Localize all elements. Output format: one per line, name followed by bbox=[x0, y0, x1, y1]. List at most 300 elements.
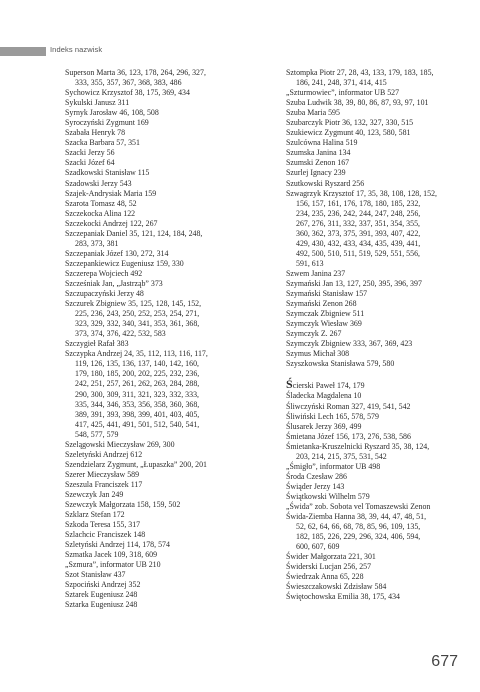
index-entry-text: 389, 391, 393, 398, 399, 401, 403, 405, bbox=[75, 409, 200, 419]
index-entry bbox=[65, 490, 275, 500]
index-entry-continuation bbox=[286, 532, 466, 542]
index-entry-continuation bbox=[65, 78, 275, 88]
index-entry-line bbox=[286, 299, 466, 309]
index-entry bbox=[286, 279, 466, 289]
index-entry-text: cierski Paweł 174, 179 bbox=[292, 381, 365, 391]
index-entry-line bbox=[286, 289, 466, 299]
index-entry bbox=[286, 309, 466, 319]
index-entry-text: 492, 500, 510, 511, 519, 529, 551, 556, bbox=[296, 248, 420, 258]
index-entry-text: 373, 374, 376, 422, 532, 583 bbox=[75, 329, 166, 339]
index-entry-text: 203, 214, 215, 375, 531, 542 bbox=[296, 451, 387, 461]
index-entry bbox=[65, 450, 275, 460]
index-entry bbox=[286, 592, 466, 602]
index-entry-line bbox=[286, 168, 466, 178]
index-entry-text: Szukiewicz Zygmunt 40, 123, 580, 581 bbox=[286, 128, 411, 138]
index-entry-line bbox=[65, 189, 275, 199]
index-entry-line bbox=[65, 279, 275, 289]
index-entry-line bbox=[65, 68, 275, 78]
index-entry-line bbox=[65, 450, 275, 460]
index-entry bbox=[65, 590, 275, 600]
index-entry-text: Sztarka Eugeniusz 248 bbox=[65, 600, 138, 610]
index-entry-continuation bbox=[65, 329, 275, 339]
index-entry-text: Szczupaczyński Jerzy 48 bbox=[65, 289, 144, 299]
index-entry-line bbox=[65, 550, 275, 560]
index-entry-line bbox=[65, 480, 275, 490]
index-entry-text: Szymczak Zbigniew 511 bbox=[286, 309, 365, 319]
index-entry-line bbox=[65, 259, 275, 269]
index-entry-continuation bbox=[65, 420, 275, 430]
index-entry bbox=[286, 319, 466, 329]
index-entry-line bbox=[286, 128, 466, 138]
index-entry-line bbox=[286, 572, 466, 582]
index-entry-text: Świder Małgorzata 221, 301 bbox=[286, 552, 376, 562]
index-entry-line bbox=[65, 229, 275, 239]
index-entry-text: Szklarz Stefan 172 bbox=[65, 510, 125, 520]
index-entry-text: Szumska Janina 134 bbox=[286, 148, 351, 158]
index-entry-text: Szabała Henryk 78 bbox=[65, 128, 126, 138]
index-entry-continuation bbox=[65, 309, 275, 319]
index-entry bbox=[286, 492, 466, 502]
index-entry-text: 186, 241, 248, 371, 414, 415 bbox=[296, 78, 387, 88]
index-entry bbox=[286, 552, 466, 562]
index-entry-text: Szmatka Jacek 109, 318, 609 bbox=[65, 550, 158, 560]
index-entry-line bbox=[65, 470, 275, 480]
index-entry-text: Szadkowski Stanisław 115 bbox=[65, 168, 150, 178]
index-entry-continuation bbox=[286, 239, 466, 249]
index-entry-line bbox=[65, 490, 275, 500]
index-entry-line bbox=[286, 592, 466, 602]
index-entry bbox=[286, 359, 466, 369]
index-entry-line bbox=[65, 460, 275, 470]
index-entry-text: Szkoda Teresa 155, 317 bbox=[65, 520, 141, 530]
index-entry-line bbox=[65, 299, 275, 309]
index-entry bbox=[286, 402, 466, 412]
index-entry-text: Szymczyk Wiesław 369 bbox=[286, 319, 362, 329]
index-entry-text: Szwagrzyk Krzysztof 17, 35, 38, 108, 128, 152, bbox=[286, 188, 437, 198]
index-entry-text: 182, 185, 226, 229, 296, 324, 406, 594, bbox=[296, 532, 421, 542]
index-entry-line bbox=[286, 462, 466, 472]
index-entry-line bbox=[286, 422, 466, 432]
index-entry-text: Szurlej Ignacy 239 bbox=[286, 168, 346, 178]
index-entry-line bbox=[65, 510, 275, 520]
index-entry bbox=[286, 349, 466, 359]
index-entry bbox=[65, 179, 275, 189]
running-header: Indeks nazwisk bbox=[50, 45, 103, 54]
index-entry-line bbox=[65, 128, 275, 138]
index-entry-text: Świąder Jerzy 143 bbox=[286, 481, 345, 491]
index-entry bbox=[286, 472, 466, 482]
index-entry-line bbox=[286, 68, 466, 78]
index-entry bbox=[286, 128, 466, 138]
index-entry-text: Środa Czesław 286 bbox=[286, 471, 347, 481]
index-entry bbox=[286, 432, 466, 442]
index-entry-text: Szcześniak Jan, „Jastrząb” 373 bbox=[65, 278, 163, 288]
index-entry bbox=[65, 199, 275, 209]
index-entry-line bbox=[65, 440, 275, 450]
index-entry-text: Szajek-Andrysiak Maria 159 bbox=[65, 188, 157, 198]
index-entry-line bbox=[65, 88, 275, 98]
index-entry-text: Szutkowski Ryszard 256 bbox=[286, 178, 365, 188]
index-entry-continuation bbox=[65, 430, 275, 440]
index-entry bbox=[286, 422, 466, 432]
index-entry bbox=[286, 88, 466, 98]
index-entry bbox=[65, 339, 275, 349]
index-entry bbox=[286, 168, 466, 178]
index-entry-line bbox=[286, 379, 466, 391]
index-entry-text: Szczerepa Wojciech 492 bbox=[65, 268, 143, 278]
index-entry bbox=[65, 219, 275, 229]
index-entry-line bbox=[65, 570, 275, 580]
index-entry-text: „Szturmowiec”, informator UB 527 bbox=[286, 88, 400, 98]
index-entry bbox=[286, 582, 466, 592]
section-gap bbox=[286, 369, 466, 379]
index-entry bbox=[65, 530, 275, 540]
index-entry-text: Szlachcic Franciszek 148 bbox=[65, 530, 146, 540]
index-entry-text: Syroczyński Zygmunt 169 bbox=[65, 118, 149, 128]
index-entry-text: 290, 300, 309, 311, 321, 323, 332, 333, bbox=[75, 389, 199, 399]
index-entry-line bbox=[286, 319, 466, 329]
index-entry-text: Świeszczakowski Zdzisław 584 bbox=[286, 582, 387, 592]
index-entry-text: 225, 236, 243, 250, 252, 253, 254, 271, bbox=[75, 309, 200, 319]
index-entry-line bbox=[286, 482, 466, 492]
index-entry-text: Szerer Mieczysław 589 bbox=[65, 469, 140, 479]
index-entry-line bbox=[286, 98, 466, 108]
index-entry bbox=[65, 470, 275, 480]
index-entry-text: Ślusarek Jerzy 369, 499 bbox=[286, 421, 362, 431]
index-entry-continuation bbox=[65, 239, 275, 249]
index-entry-text: 156, 157, 161, 176, 178, 180, 185, 232, bbox=[296, 198, 421, 208]
index-entry bbox=[65, 460, 275, 470]
index-entry bbox=[286, 391, 466, 401]
index-entry-text: 179, 180, 185, 200, 202, 225, 232, 236, bbox=[75, 369, 200, 379]
index-entry-continuation bbox=[65, 369, 275, 379]
index-entry-text: Szulcówna Halina 519 bbox=[286, 138, 358, 148]
index-entry bbox=[286, 512, 466, 552]
index-entry-line bbox=[286, 502, 466, 512]
index-entry-text: 548, 577, 579 bbox=[75, 429, 119, 439]
index-entry-text: Szacki Józef 64 bbox=[65, 158, 115, 168]
index-entry-text: Sztompka Piotr 27, 28, 43, 133, 179, 183, 185, bbox=[286, 68, 434, 77]
index-entry-text: Sztarek Eugeniusz 248 bbox=[65, 590, 138, 600]
index-entry-text: 591, 613 bbox=[296, 258, 324, 268]
index-entry-text: Świderski Lucjan 256, 257 bbox=[286, 562, 372, 572]
index-entry-text: Świętochowska Emilia 38, 175, 434 bbox=[286, 592, 400, 602]
index-entry-text: Syrnyk Jarosław 46, 108, 508 bbox=[65, 108, 159, 118]
index-entry-line bbox=[65, 540, 275, 550]
index-column-left bbox=[65, 68, 275, 611]
index-entry-text: Śliwiński Lech 165, 578, 579 bbox=[286, 411, 379, 421]
index-entry-text: Szczekocki Andrzej 122, 267 bbox=[65, 218, 158, 228]
index-entry-text: Śmietanka-Kruszelnicki Ryszard 35, 38, 124, bbox=[286, 441, 430, 451]
index-entry bbox=[286, 572, 466, 582]
index-entry bbox=[65, 520, 275, 530]
index-entry-text: Szczepaniak Józef 130, 272, 314 bbox=[65, 248, 169, 258]
index-entry-line bbox=[65, 108, 275, 118]
index-entry-line bbox=[65, 168, 275, 178]
index-entry bbox=[286, 189, 466, 269]
index-entry bbox=[65, 480, 275, 490]
index-entry-continuation bbox=[286, 229, 466, 239]
index-entry-line bbox=[286, 179, 466, 189]
index-entry-text: Szewczyk Jan 249 bbox=[65, 489, 124, 499]
index-entry-text: Szletyński Andrzej 114, 178, 574 bbox=[65, 540, 170, 550]
index-entry-continuation bbox=[286, 542, 466, 552]
index-entry-text: Świątkowski Wilhelm 579 bbox=[286, 491, 370, 501]
index-entry-line bbox=[286, 108, 466, 118]
index-entry-continuation bbox=[65, 410, 275, 420]
index-entry-line bbox=[65, 560, 275, 570]
index-entry-line bbox=[286, 158, 466, 168]
index-entry-text: Śliwczyński Roman 327, 419, 541, 542 bbox=[286, 401, 411, 411]
index-entry-continuation bbox=[65, 319, 275, 329]
index-entry bbox=[286, 299, 466, 309]
index-entry-line bbox=[65, 158, 275, 168]
index-entry bbox=[286, 482, 466, 492]
index-entry-text: 242, 251, 257, 261, 262, 263, 284, 288, bbox=[75, 379, 200, 389]
index-entry bbox=[65, 510, 275, 520]
index-entry bbox=[65, 259, 275, 269]
index-entry-line bbox=[65, 209, 275, 219]
index-entry-line bbox=[286, 552, 466, 562]
index-entry-continuation bbox=[65, 379, 275, 389]
index-entry bbox=[65, 269, 275, 279]
index-entry-text: Szwem Janina 237 bbox=[286, 268, 346, 278]
index-entry-line bbox=[65, 98, 275, 108]
index-entry-continuation bbox=[286, 452, 466, 462]
index-entry-text: Szczygieł Rafał 383 bbox=[65, 339, 129, 349]
index-entry bbox=[286, 339, 466, 349]
index-entry-line bbox=[286, 88, 466, 98]
index-entry bbox=[286, 68, 466, 88]
index-entry-line bbox=[286, 138, 466, 148]
index-entry-text: Świda-Ziemba Hanna 38, 39, 44, 47, 48, 51, bbox=[286, 512, 427, 522]
index-entry-text: Szczepaniak Daniel 35, 121, 124, 184, 248, bbox=[65, 228, 203, 238]
index-entry bbox=[65, 289, 275, 299]
index-entry-line bbox=[65, 138, 275, 148]
index-entry-line bbox=[65, 269, 275, 279]
index-entry bbox=[286, 329, 466, 339]
index-entry-continuation bbox=[286, 259, 466, 269]
index-entry bbox=[286, 269, 466, 279]
index-entry bbox=[286, 179, 466, 189]
index-entry bbox=[65, 349, 275, 439]
index-entry bbox=[65, 580, 275, 590]
index-entry-line bbox=[65, 349, 275, 359]
index-entry-text: Śladecka Magdalena 10 bbox=[286, 391, 362, 401]
index-entry bbox=[65, 500, 275, 510]
index-entry bbox=[286, 138, 466, 148]
index-entry-continuation bbox=[65, 359, 275, 369]
index-entry-text: 52, 62, 64, 66, 68, 78, 85, 96, 109, 135, bbox=[296, 522, 421, 532]
index-entry-line bbox=[65, 219, 275, 229]
index-entry-continuation bbox=[286, 78, 466, 88]
index-entry-text: 600, 607, 609 bbox=[296, 542, 340, 552]
index-entry bbox=[286, 412, 466, 422]
index-entry-continuation bbox=[286, 522, 466, 532]
index-entry bbox=[286, 118, 466, 128]
index-entry-line bbox=[286, 339, 466, 349]
index-entry-line bbox=[65, 530, 275, 540]
index-entry bbox=[65, 158, 275, 168]
index-entry-text: Szubarczyk Piotr 36, 132, 327, 330, 515 bbox=[286, 118, 414, 128]
index-entry-text: Szarota Tomasz 48, 52 bbox=[65, 198, 137, 208]
index-entry-line bbox=[286, 118, 466, 128]
index-entry-line bbox=[286, 562, 466, 572]
header-bar bbox=[0, 47, 46, 56]
index-entry-text: Szeletyński Andrzej 612 bbox=[65, 449, 143, 459]
index-entry-text: Szymczyk Zbigniew 333, 367, 369, 423 bbox=[286, 339, 413, 349]
index-entry bbox=[286, 148, 466, 158]
index-entry-text: Szadowski Jerzy 543 bbox=[65, 178, 132, 188]
index-entry-text: 429, 430, 432, 433, 434, 435, 439, 441, bbox=[296, 238, 421, 248]
index-entry-line bbox=[65, 179, 275, 189]
index-entry-text: Szczekocka Alina 122 bbox=[65, 208, 136, 218]
index-entry bbox=[65, 560, 275, 570]
index-entry-line bbox=[65, 600, 275, 610]
index-entry-text: 417, 425, 441, 491, 501, 512, 540, 541, bbox=[75, 419, 200, 429]
index-entry-line bbox=[286, 432, 466, 442]
index-entry-text: Sychowicz Krzysztof 38, 175, 369, 434 bbox=[65, 88, 190, 98]
index-entry bbox=[65, 570, 275, 580]
index-entry-text: 335, 344, 346, 353, 356, 358, 360, 368, bbox=[75, 399, 200, 409]
index-entry bbox=[65, 128, 275, 138]
index-entry-text: Szot Stanisław 437 bbox=[65, 570, 126, 580]
index-entry-text: Szelągowski Mieczysław 269, 300 bbox=[65, 439, 175, 449]
index-entry-text: 360, 362, 373, 375, 391, 393, 407, 422, bbox=[296, 228, 421, 238]
index-entry-text: Szymański Stanisław 157 bbox=[286, 289, 368, 299]
index-entry-line bbox=[65, 500, 275, 510]
index-entry-text: Superson Marta 36, 123, 178, 264, 296, 327, bbox=[65, 68, 206, 77]
index-entry-continuation bbox=[286, 199, 466, 209]
index-entry-text: 283, 373, 381 bbox=[75, 238, 119, 248]
index-entry-text: 267, 276, 311, 332, 337, 351, 354, 355, bbox=[296, 218, 420, 228]
index-entry bbox=[65, 299, 275, 339]
index-entry-continuation bbox=[65, 390, 275, 400]
index-entry-line bbox=[65, 148, 275, 158]
index-entry-line bbox=[286, 512, 466, 522]
index-entry-line bbox=[286, 391, 466, 401]
index-entry-text: Szumski Zenon 167 bbox=[286, 158, 350, 168]
index-entry bbox=[65, 88, 275, 98]
index-entry-continuation bbox=[286, 219, 466, 229]
index-entry-line bbox=[286, 349, 466, 359]
index-entry-text: „Świda” zob. Sobota vel Tomaszewski Zenon bbox=[286, 501, 431, 511]
index-entry bbox=[65, 249, 275, 259]
index-entry-line bbox=[286, 309, 466, 319]
index-entry bbox=[65, 138, 275, 148]
index-column-right bbox=[286, 68, 466, 602]
index-entry-text: 323, 329, 332, 340, 341, 353, 361, 368, bbox=[75, 319, 200, 329]
index-entry bbox=[65, 600, 275, 610]
index-entry-text: Świedrzak Anna 65, 228 bbox=[286, 572, 364, 582]
index-entry-text: Szuba Maria 595 bbox=[286, 108, 340, 118]
index-entry-text: Śmietana Józef 156, 173, 276, 538, 586 bbox=[286, 431, 411, 441]
index-entry-line bbox=[286, 269, 466, 279]
index-entry-continuation bbox=[286, 209, 466, 219]
index-entry-line bbox=[286, 359, 466, 369]
index-entry bbox=[65, 108, 275, 118]
index-entry-line bbox=[286, 412, 466, 422]
index-entry bbox=[65, 550, 275, 560]
index-entry-line bbox=[286, 492, 466, 502]
index-entry-line bbox=[65, 289, 275, 299]
index-entry-line bbox=[65, 520, 275, 530]
index-entry-text: Szczurek Zbigniew 35, 125, 128, 145, 152, bbox=[65, 299, 202, 309]
page-number: 677 bbox=[431, 653, 458, 670]
index-entry bbox=[286, 502, 466, 512]
index-entry-text: Szymczyk Z. 267 bbox=[286, 329, 342, 339]
index-entry bbox=[286, 108, 466, 118]
index-entry-text: Szeszula Franciszek 117 bbox=[65, 479, 143, 489]
index-entry-text: Szyszkowska Stanisława 579, 580 bbox=[286, 359, 395, 369]
index-entry-text: 234, 235, 236, 242, 244, 247, 248, 256, bbox=[296, 208, 421, 218]
index-entry-text: Szpociński Andrzej 352 bbox=[65, 580, 141, 590]
index-entry bbox=[65, 168, 275, 178]
index-entry-text: Szymański Zenon 268 bbox=[286, 299, 357, 309]
index-entry-text: Szuba Ludwik 38, 39, 80, 86, 87, 93, 97, 101 bbox=[286, 98, 429, 108]
index-entry-text: Szymus Michał 308 bbox=[286, 349, 350, 359]
index-entry bbox=[65, 68, 275, 88]
section-initial: Ś bbox=[286, 377, 293, 392]
index-entry bbox=[65, 440, 275, 450]
index-entry-line bbox=[65, 339, 275, 349]
index-entry bbox=[65, 148, 275, 158]
index-entry bbox=[286, 379, 466, 391]
index-entry bbox=[286, 562, 466, 572]
index-entry bbox=[286, 98, 466, 108]
index-entry-line bbox=[65, 118, 275, 128]
index-entry-line bbox=[286, 402, 466, 412]
index-entry bbox=[286, 462, 466, 472]
index-entry bbox=[65, 189, 275, 199]
index-entry-text: Szacka Barbara 57, 351 bbox=[65, 138, 140, 148]
index-entry bbox=[65, 540, 275, 550]
index-entry-line bbox=[65, 590, 275, 600]
index-entry-text: 119, 126, 135, 136, 137, 140, 142, 160, bbox=[75, 359, 199, 369]
index-entry bbox=[286, 158, 466, 168]
index-entry-line bbox=[286, 329, 466, 339]
index-entry-text: Szacki Jerzy 56 bbox=[65, 148, 115, 158]
index-entry-line bbox=[286, 442, 466, 452]
index-entry-continuation bbox=[65, 400, 275, 410]
index-entry bbox=[286, 442, 466, 462]
index-entry-continuation bbox=[286, 249, 466, 259]
index-entry-line bbox=[286, 189, 466, 199]
index-entry-text: 333, 355, 357, 367, 368, 383, 486 bbox=[75, 78, 182, 88]
index-entry-line bbox=[65, 249, 275, 259]
index-entry-line bbox=[65, 580, 275, 590]
index-entry bbox=[65, 229, 275, 249]
index-entry-text: Szczypka Andrzej 24, 35, 112, 113, 116, 117, bbox=[65, 349, 208, 359]
index-entry-line bbox=[286, 279, 466, 289]
index-entry-text: „Szmura”, informator UB 210 bbox=[65, 560, 161, 570]
index-entry-line bbox=[286, 148, 466, 158]
index-entry-text: Szymański Jan 13, 127, 250, 395, 396, 397 bbox=[286, 278, 422, 288]
index-entry-text: Sykulski Janusz 311 bbox=[65, 98, 130, 108]
index-entry bbox=[65, 209, 275, 219]
index-entry bbox=[286, 289, 466, 299]
index-entry-text: Szczepankiewicz Eugeniusz 159, 330 bbox=[65, 258, 184, 268]
index-entry bbox=[65, 118, 275, 128]
index-entry-line bbox=[286, 582, 466, 592]
index-entry bbox=[65, 98, 275, 108]
index-entry bbox=[65, 279, 275, 289]
index-entry-line bbox=[286, 472, 466, 482]
index-entry-text: Szewczyk Małgorzata 158, 159, 502 bbox=[65, 500, 181, 510]
index-entry-text: „Śmigło”, informator UB 498 bbox=[286, 461, 381, 471]
index-entry-line bbox=[65, 199, 275, 209]
index-entry-text: Szendzielarz Zygmunt, „Łupaszka” 200, 201 bbox=[65, 459, 207, 469]
